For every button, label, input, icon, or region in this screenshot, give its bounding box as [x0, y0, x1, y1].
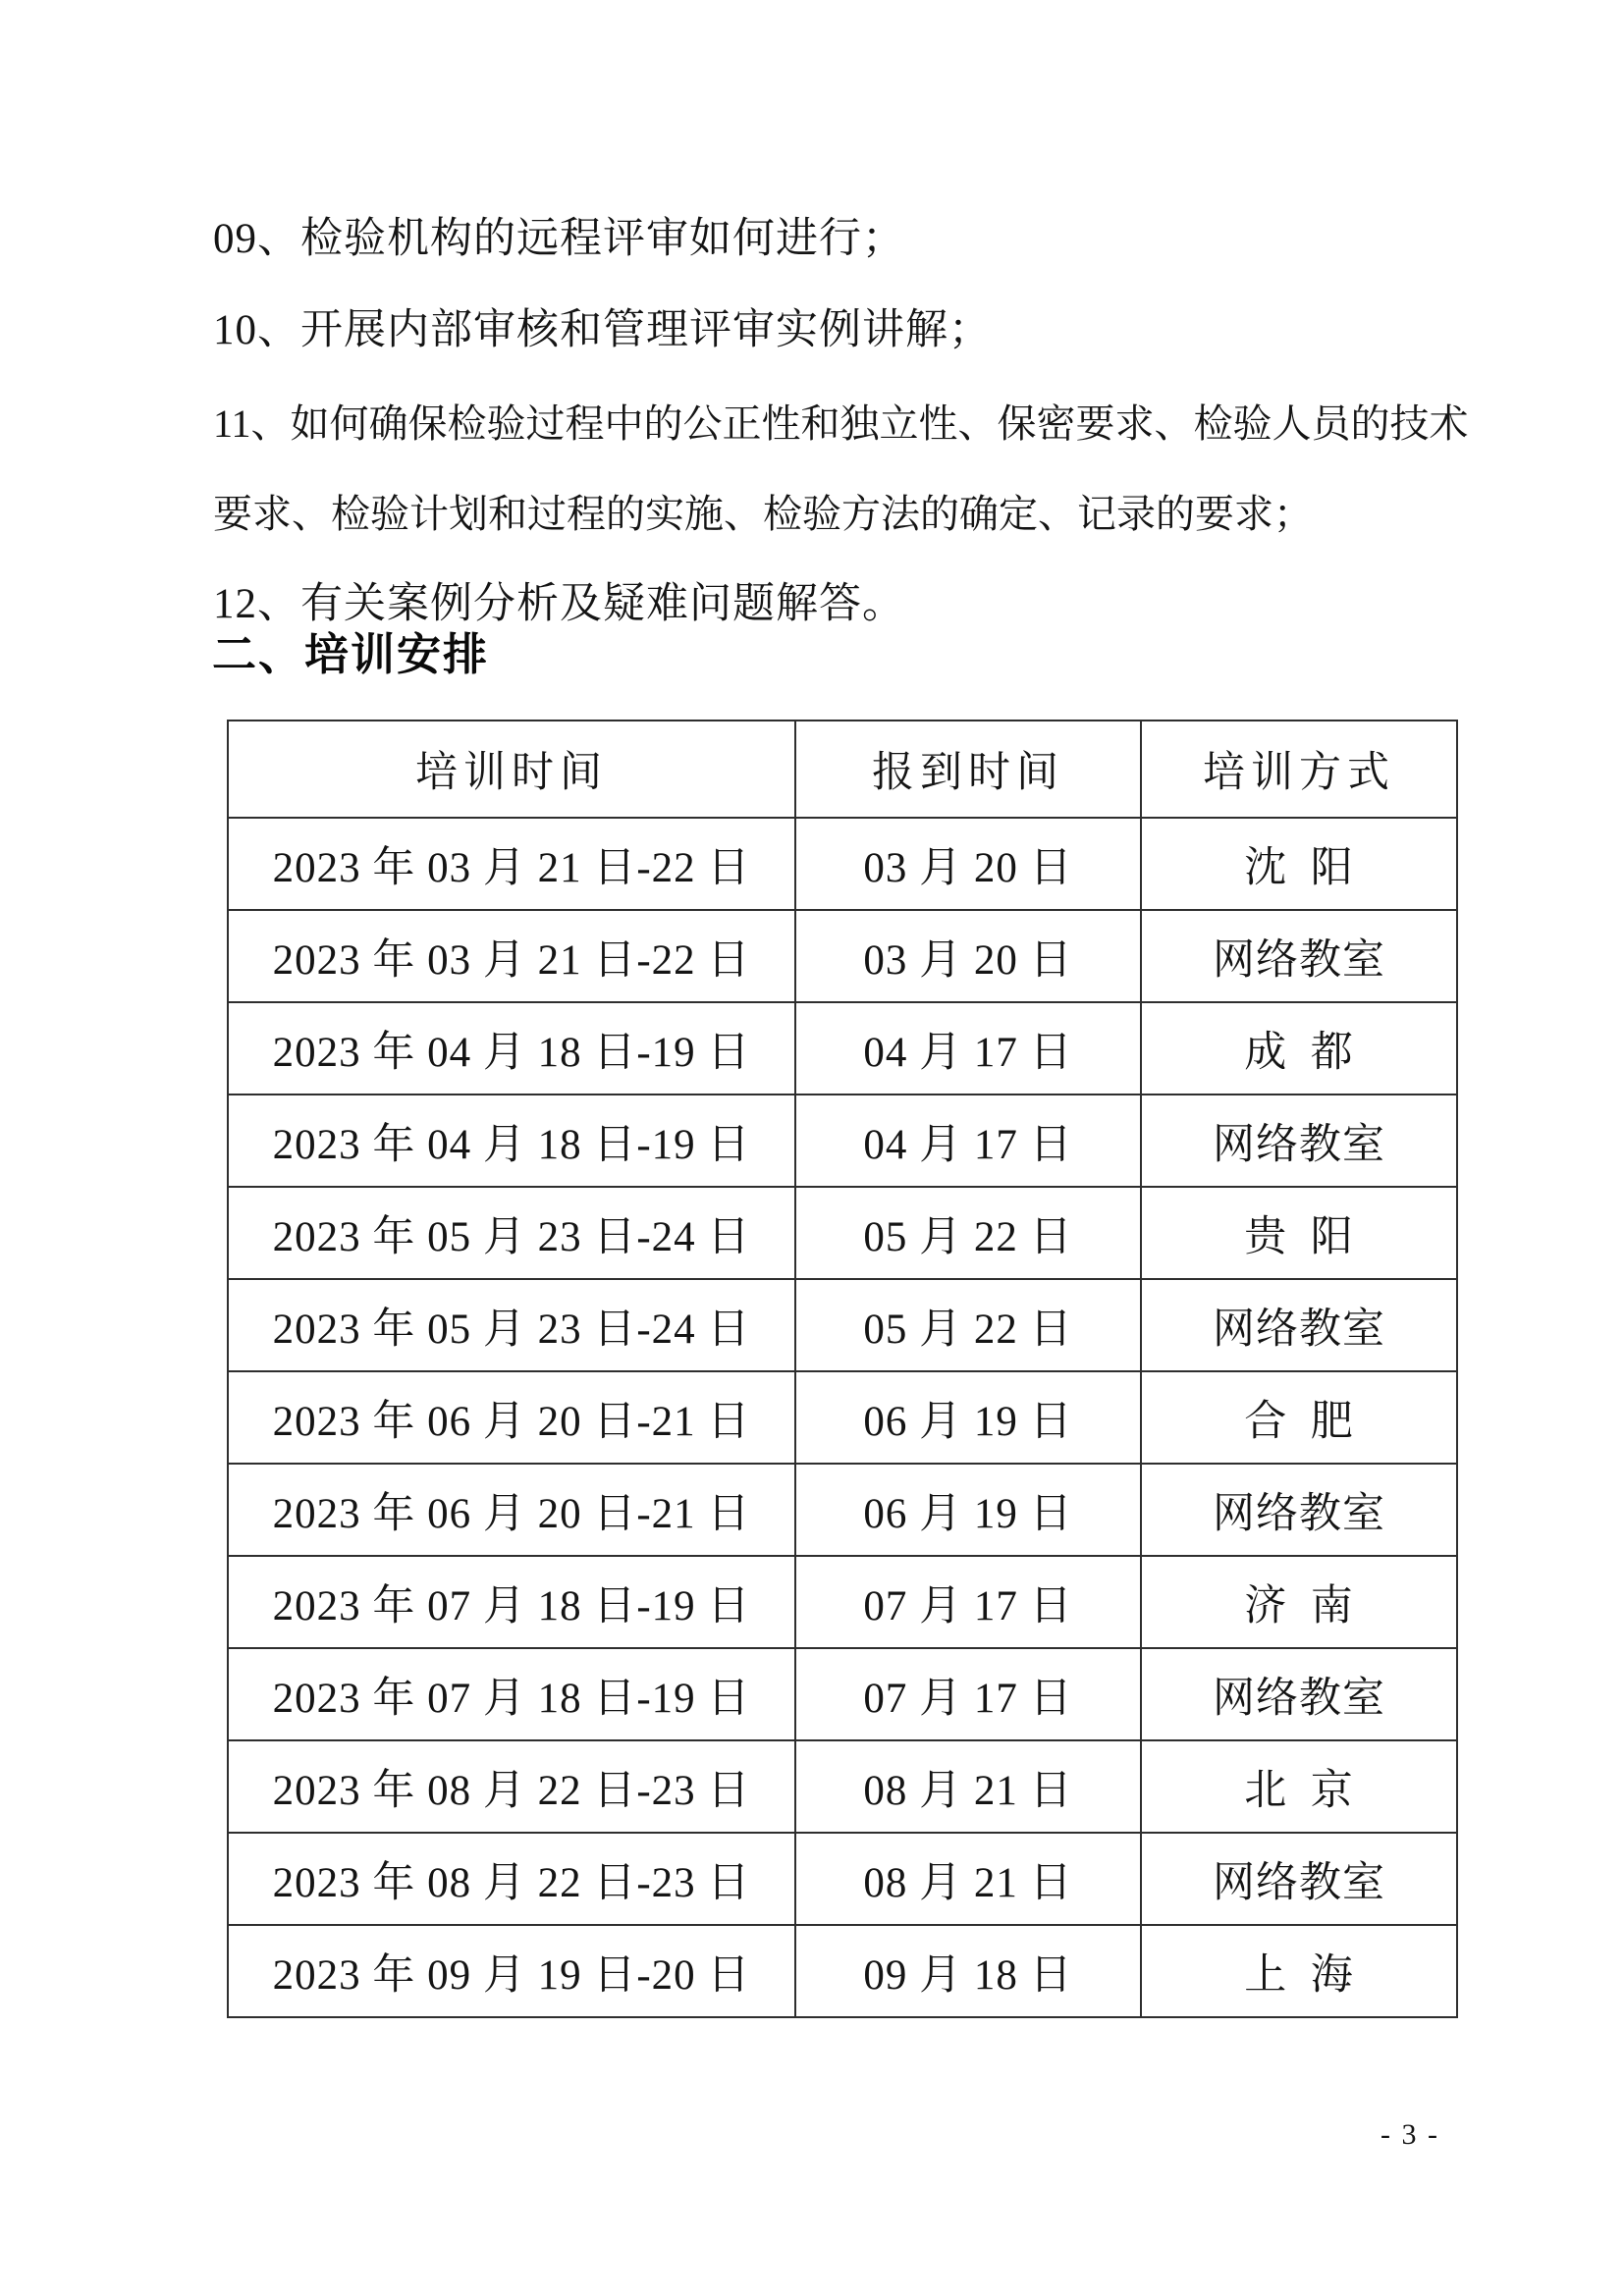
table-cell: 2023 年 03 月 21 日-22 日	[228, 910, 795, 1002]
training-schedule-table	[227, 720, 1458, 2018]
table-cell: 济 南	[1141, 1556, 1457, 1648]
table-row	[228, 1833, 1457, 1925]
table-cell: 2023 年 08 月 22 日-23 日	[228, 1833, 795, 1925]
table-cell: 网络教室	[1141, 1095, 1457, 1187]
list-item-10: 10、开展内部审核和管理评审实例讲解；	[213, 307, 992, 353]
table-row	[228, 1464, 1457, 1556]
table-cell: 2023 年 08 月 22 日-23 日	[228, 1740, 795, 1833]
table-header-cell: 培训时间	[228, 721, 795, 818]
table-cell: 2023 年 07 月 18 日-19 日	[228, 1556, 795, 1648]
table-header-cell: 报到时间	[795, 721, 1141, 818]
table-row	[228, 818, 1457, 910]
table-cell: 成 都	[1141, 1002, 1457, 1095]
table-cell: 2023 年 03 月 21 日-22 日	[228, 818, 795, 910]
list-item-11-line1: 11、如何确保检验过程中的公正性和独立性、保密要求、检验人员的技术	[213, 401, 1469, 446]
table-cell: 网络教室	[1141, 1648, 1457, 1740]
page-number: - 3 -	[1380, 2118, 1439, 2151]
table-cell: 03 月 20 日	[795, 818, 1141, 910]
table-cell: 2023 年 09 月 19 日-20 日	[228, 1925, 795, 2017]
table-row	[228, 1371, 1457, 1464]
table-cell: 2023 年 04 月 18 日-19 日	[228, 1095, 795, 1187]
table-cell: 2023 年 04 月 18 日-19 日	[228, 1002, 795, 1095]
table-cell: 04 月 17 日	[795, 1095, 1141, 1187]
table-cell: 贵 阳	[1141, 1187, 1457, 1279]
table-cell: 07 月 17 日	[795, 1648, 1141, 1740]
table-cell: 03 月 20 日	[795, 910, 1141, 1002]
table-cell: 2023 年 05 月 23 日-24 日	[228, 1187, 795, 1279]
table-cell: 09 月 18 日	[795, 1925, 1141, 2017]
table-header-cell: 培训方式	[1141, 721, 1457, 818]
table-cell: 08 月 21 日	[795, 1833, 1141, 1925]
table-cell: 网络教室	[1141, 910, 1457, 1002]
table-row	[228, 1648, 1457, 1740]
table-cell: 07 月 17 日	[795, 1556, 1141, 1648]
table-cell: 2023 年 06 月 20 日-21 日	[228, 1464, 795, 1556]
table-cell: 北 京	[1141, 1740, 1457, 1833]
table-row	[228, 1095, 1457, 1187]
table-cell: 08 月 21 日	[795, 1740, 1141, 1833]
table-cell: 沈 阳	[1141, 818, 1457, 910]
table-cell: 网络教室	[1141, 1464, 1457, 1556]
table-row	[228, 1556, 1457, 1648]
table-row	[228, 910, 1457, 1002]
table-cell: 05 月 22 日	[795, 1279, 1141, 1371]
table-cell: 04 月 17 日	[795, 1002, 1141, 1095]
list-item-11-line2: 要求、检验计划和过程的实施、检验方法的确定、记录的要求；	[213, 492, 1313, 536]
table-cell: 上 海	[1141, 1925, 1457, 2017]
table-row	[228, 1279, 1457, 1371]
table-cell: 05 月 22 日	[795, 1187, 1141, 1279]
list-item-12: 12、有关案例分析及疑难问题解答。	[213, 581, 905, 627]
table-cell: 2023 年 05 月 23 日-24 日	[228, 1279, 795, 1371]
table-row	[228, 1187, 1457, 1279]
table-cell: 2023 年 06 月 20 日-21 日	[228, 1371, 795, 1464]
table-cell: 合 肥	[1141, 1371, 1457, 1464]
table-cell: 06 月 19 日	[795, 1371, 1141, 1464]
table-row	[228, 1925, 1457, 2017]
table-body	[228, 818, 1457, 2017]
table-header-row	[228, 721, 1457, 818]
table-cell: 网络教室	[1141, 1279, 1457, 1371]
table-cell: 网络教室	[1141, 1833, 1457, 1925]
list-item-09: 09、检验机构的远程评审如何进行；	[213, 216, 905, 262]
table-row	[228, 1740, 1457, 1833]
section-heading-training-arrangement: 二、培训安排	[212, 629, 490, 679]
table-row	[228, 1002, 1457, 1095]
table-cell: 06 月 19 日	[795, 1464, 1141, 1556]
table-cell: 2023 年 07 月 18 日-19 日	[228, 1648, 795, 1740]
